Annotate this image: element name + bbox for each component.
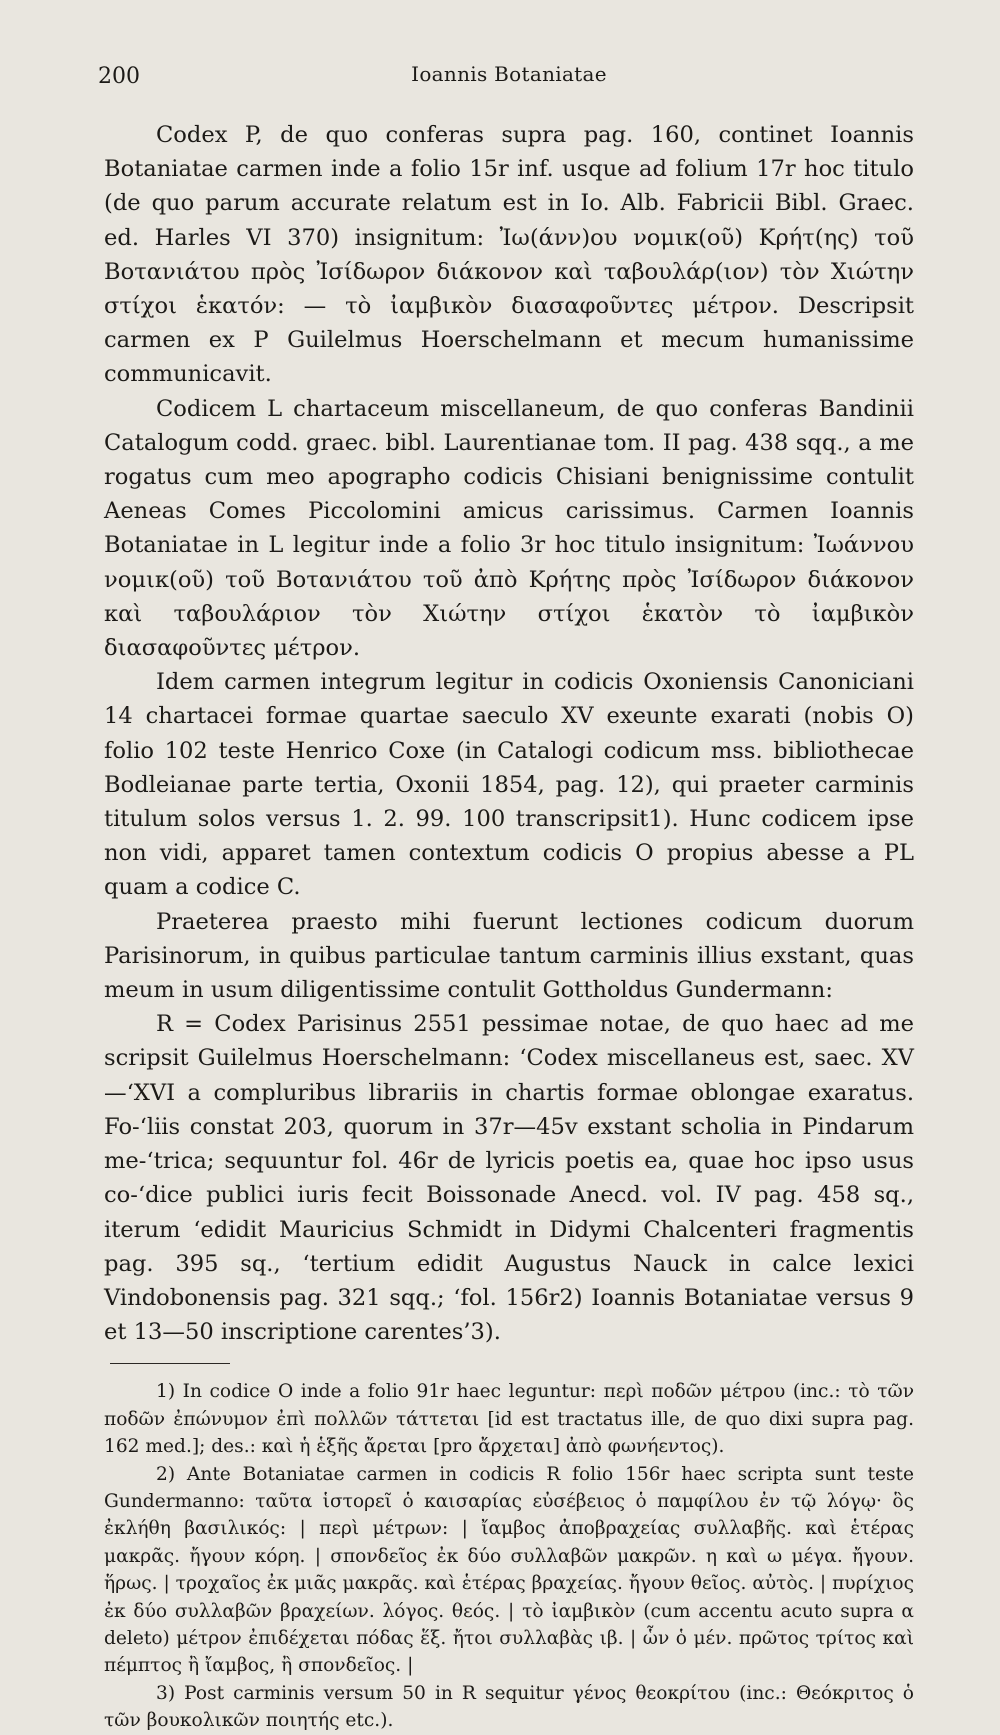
- footnote-separator: [110, 1363, 230, 1364]
- footnote-3: 3) Post carminis versum 50 in R sequitur γένος θεοκρίτου (inc.: Θεόκριτος ὁ τῶν βουκολικῶν ποιητής etc.).: [104, 1682, 914, 1732]
- paragraph-codex-l: Codicem L chartaceum miscellaneum, de quo conferas Bandinii Catalogum codd. graec. bibl. Laurentianae tom. II pag. 438 sqq., a me rogatus cum meo apographo codicis Chisiani benignissime contulit Aeneas Comes Piccolomini amicus carissimus. Carmen Ioannis Botaniatae in L legitur inde a folio 3r hoc titulo insignitum: Ἰωάννου νομικ(οῦ) τοῦ Βοτανιάτου τοῦ ἀπὸ Κρήτης πρὸς Ἰσίδωρον διάκονον καὶ ταβουλάριον τὸν Χιώτην στίχοι ἑκατὸν τὸ ἰαμβικὸν διασαφοῦντες μέτρον.: [104, 395, 914, 662]
- paragraph-codex-o: Idem carmen integrum legitur in codicis Oxoniensis Canoniciani 14 chartacei formae quartae saeculo XV exeunte exarati (nobis O) folio 102 teste Henrico Coxe (in Catalogi codicum mss. bibliothecae Bodleianae parte tertia, Oxonii 1854, pag. 12), qui praeter carminis titulum solos versus 1. 2. 99. 100 transcripsit1). Hunc codicem ipse non vidi, apparet tamen contextum codicis O propius abesse a PL quam a codice C.: [104, 669, 914, 901]
- footnotes: [104, 1378, 914, 1734]
- main-text: [104, 118, 914, 1349]
- page-number: 200: [98, 64, 140, 89]
- paragraph-parisini: Praeterea praesto mihi fuerunt lectiones codicum duorum Parisinorum, in quibus particulae tantum carminis illius exstant, quas meum in usum diligentissime contulit Gottholdus Gundermann:: [104, 908, 914, 1004]
- paragraph-codex-p: Codex P, de quo conferas supra pag. 160, continet Ioannis Botaniatae carmen inde a folio 15r inf. usque ad folium 17r hoc titulo (de quo parum accurate relatum est in Io. Alb. Fabricii Bibl. Graec. ed. Harles VI 370) insignitum: Ἰω(άνν)ου νομικ(οῦ) Κρήτ(ης) τοῦ Βοτανιάτου πρὸς Ἰσίδωρον διάκονον καὶ ταβουλάρ(ιον) τὸν Χιώτην στίχοι ἑκατόν: — τὸ ἰαμβικὸν διασαφοῦντες μέτρον. Descripsit carmen ex P Guilelmus Hoerschelmann et mecum humanissime communicavit.: [104, 122, 914, 388]
- paragraph-codex-r: R = Codex Parisinus 2551 pessimae notae, de quo haec ad me scripsit Guilelmus Hoerschelmann: ‘Codex miscellaneus est, saec. XV—‘XVI a compluribus librariis in chartis formae oblongae exaratus. Fo-‘liis constat 203, quorum in 37r—45v exstant scholia in Pindarum me-‘trica; sequuntur fol. 46r de lyricis poetis ea, quae hoc ipso usus co-‘dice publici iuris fecit Boissonade Anecd. vol. IV pag. 458 sq., iterum ‘edidit Mauricius Schmidt in Didymi Chalcenteri fragmentis pag. 395 sq., ‘tertium edidit Augustus Nauck in calce lexici Vindobonensis pag. 321 sqq.; ‘fol. 156r2) Ioannis Botaniatae versus 9 et 13—50 inscriptione carentes’3).: [104, 1011, 914, 1346]
- footnote-1: 1) In codice O inde a folio 91r haec leguntur: περὶ ποδῶν μέτρου (inc.: τὸ τῶν ποδῶν ἐπώνυμον ἐπὶ πολλῶν τάττεται [id est tractatus ille, de quo dixi supra pag. 162 med.]; des.: καὶ ἡ ἑξῆς ἄρεται [pro ἄρχεται] ἀπὸ φωνήεντος).: [104, 1381, 914, 1458]
- page-header: [98, 58, 914, 98]
- footnote-2: 2) Ante Botaniatae carmen in codicis R folio 156r haec scripta sunt teste Gundermanno: ταῦτα ἱστορεῖ ὁ καισαρίας εὐσέβειος ὁ παμφίλου ἐν τῷ λόγῳ· ὃς ἐκλήθη βασιλικός: | περὶ μέτρων: | ἴαμβος ἀποβραχείας συλλαβῆς. καὶ ἑτέρας μακρᾶς. ἤγουν κόρη. | σπονδεῖος ἐκ δύο συλλαβῶν μακρῶν. η καὶ ω μέγα. ἤγουν. ἥρως. | τροχαῖος ἐκ μιᾶς μακρᾶς. καὶ ἑτέρας βραχείας. ἤγουν θεῖος. αὐτὸς. | πυρίχιος ἐκ δύο συλλαβῶν βραχείων. λόγος. θεός. | τὸ ἰαμβικὸν (cum accentu acuto supra α deleto) μέτρον ἐπιδέχεται πόδας ἕξ. ἤτοι συλλαβὰς ιβ. | ὧν ὁ μέν. πρῶτος τρίτος καὶ πέμπτος ἢ ἴαμβος, ἢ σπονδεῖος. |: [104, 1463, 914, 1677]
- running-title: Ioannis Botaniatae: [411, 62, 607, 86]
